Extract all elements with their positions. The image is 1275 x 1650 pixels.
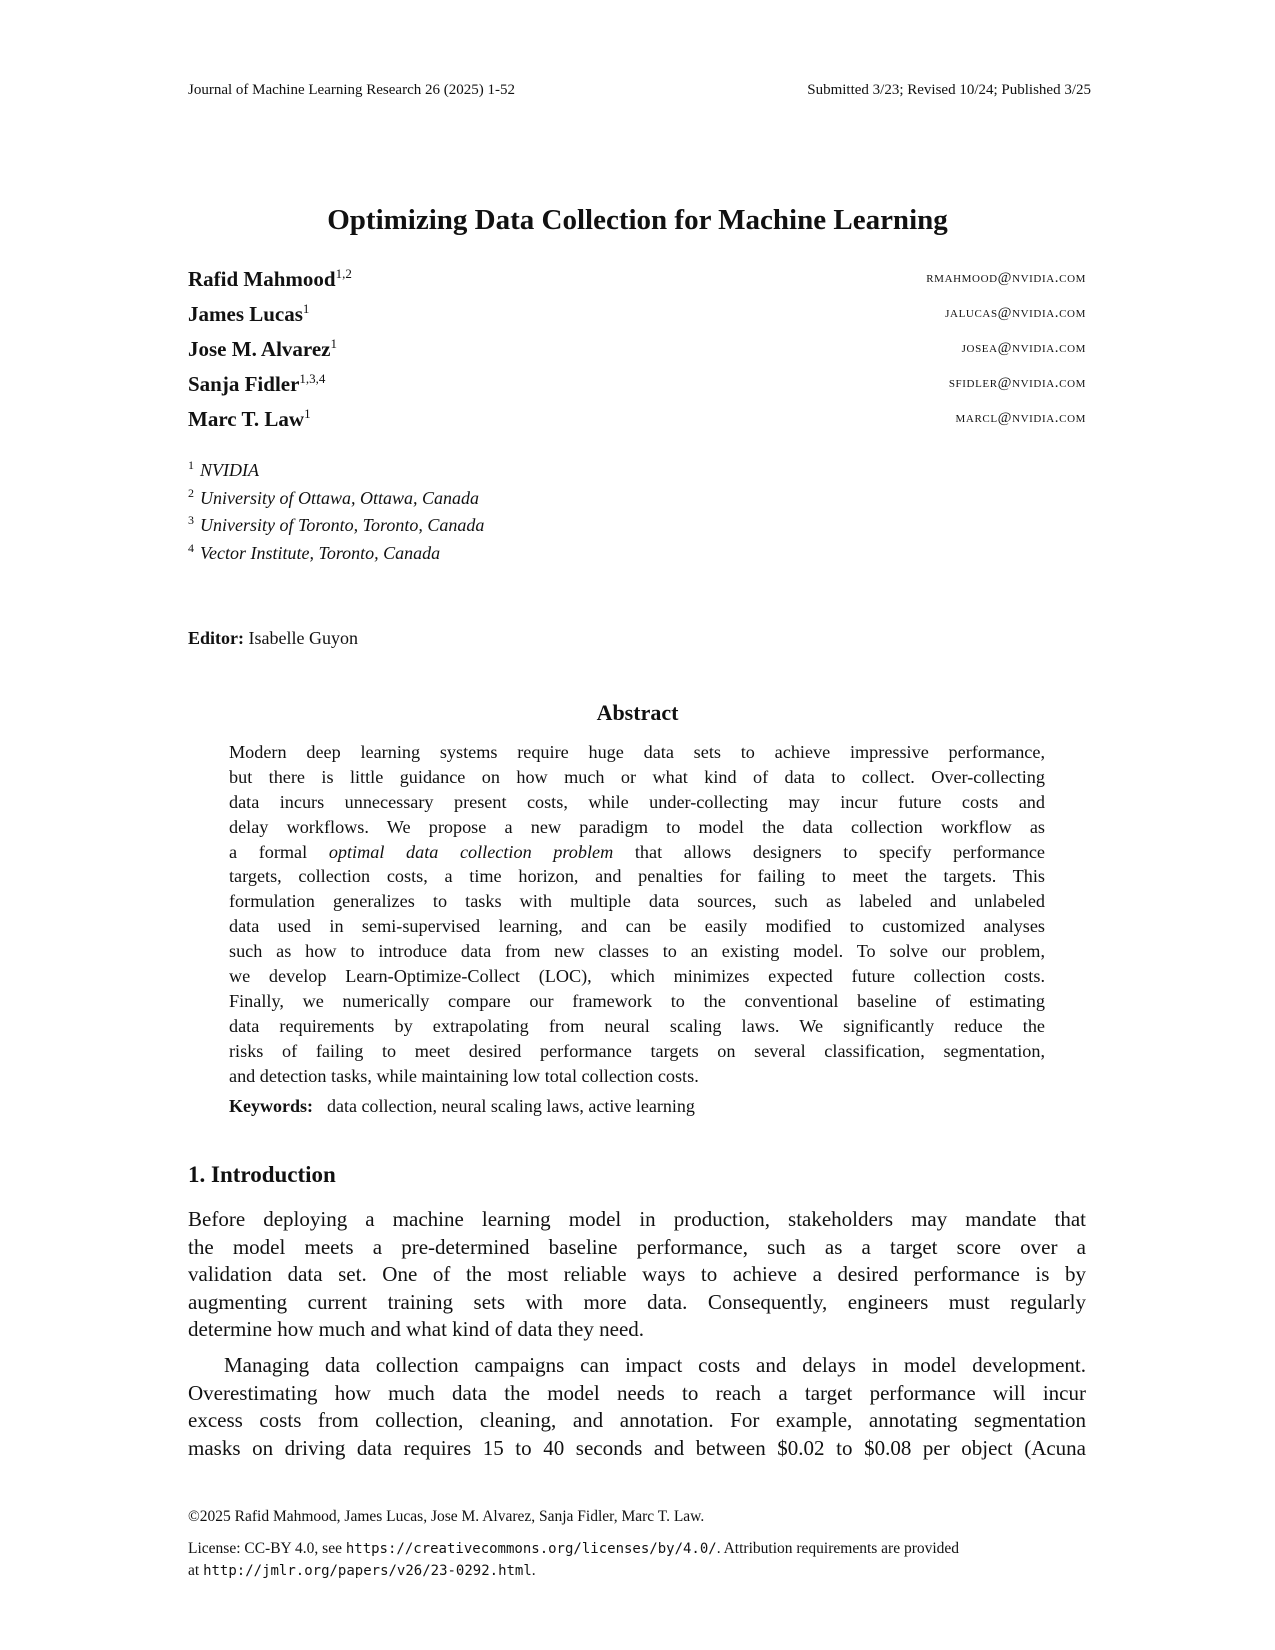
text-line: masks on driving data requires 15 to 40 seconds and between $0.02 to $0.08 per object (Acuna [188, 1435, 1086, 1460]
submission-dates: Submitted 3/23; Revised 10/24; Published 3/25 [807, 82, 1091, 98]
abstract-line: data used in semi-supervised learning, and can be easily modified to customized analyses [229, 916, 1045, 937]
text-line: validation data set. One of the most reliable ways to achieve a desired performance is by [188, 1262, 1086, 1287]
abstract-line: Modern deep learning systems require huge data sets to achieve impressive performance, [229, 742, 1045, 762]
abstract-line: data incurs unnecessary present costs, while under-collecting may incur future costs and [229, 791, 1045, 812]
affiliation: $^1$ NVIDIA [188, 458, 259, 480]
license-notice: License: CC-BY 4.0, see https://creativecommons.org/licenses/by/4.0/. Attribution requirements are provided at http://jmlr.org/papers/v26/23-0292.html. [188, 1540, 960, 1579]
affiliation: $^4$ Vector Institute, Toronto, Canada [188, 541, 441, 563]
author-row [188, 336, 1086, 366]
text-line: determine how much and what kind of data they need. [188, 1317, 645, 1342]
abstract-line: targets, collection costs, a time horizon, and penalties for failing to meet the targets. This [229, 866, 1045, 887]
author-name: Marc T. Law$^1$ [188, 406, 311, 431]
author-row [188, 266, 1086, 296]
keywords-line: Keywords: data collection, neural scaling laws, active learning [229, 1096, 695, 1116]
author-name: Jose M. Alvarez$^1$ [188, 336, 337, 361]
intro-paragraph-2 [188, 1352, 1086, 1462]
text-line: excess costs from collection, cleaning, and annotation. For example, annotating segmentation [188, 1408, 1086, 1433]
author-row [188, 406, 1086, 436]
abstract-line: formulation generalizes to tasks with multiple data sources, such as labeled and unlabeled [229, 891, 1045, 912]
text-line: Overestimating how much data the model needs to reach a target performance will incur [188, 1380, 1086, 1405]
paper-title: Optimizing Data Collection for Machine Learning [327, 204, 948, 236]
author-name: James Lucas$^1$ [188, 301, 310, 326]
license-link[interactable]: https://creativecommons.org/licenses/by/4.0/ [345, 1541, 717, 1557]
text-line: augmenting current training sets with more data. Consequently, engineers must regularly [188, 1289, 1086, 1314]
abstract-line: but there is little guidance on how much or what kind of data to collect. Over-collecting [229, 766, 1045, 787]
journal-header: Journal of Machine Learning Research 26 (2025) 1-52 [188, 82, 515, 98]
abstract-line: and detection tasks, while maintaining low total collection costs. [229, 1065, 699, 1086]
section-heading-introduction: 1. Introduction [188, 1162, 336, 1187]
author-name: Sanja Fidler$^{1,3,4}$ [188, 371, 326, 396]
affiliation: $^2$ University of Ottawa, Ottawa, Canada [188, 486, 479, 508]
text-line: Before deploying a machine learning model in production, stakeholders may mandate that [188, 1207, 1086, 1231]
abstract-line: risks of failing to meet desired performance targets on several classification, segmentation, [229, 1040, 1045, 1061]
abstract-line: delay workflows. We propose a new paradigm to model the data collection workflow as [229, 816, 1045, 837]
intro-paragraph-1 [188, 1206, 1086, 1344]
editor-line: Editor: Isabelle Guyon [188, 628, 358, 648]
author-email: marcl@nvidia.com [955, 410, 1086, 426]
abstract-line: such as how to introduce data from new classes to an existing model. To solve our problem, [229, 941, 1045, 962]
text-line: the model meets a pre-determined baseline performance, such as a target score over a [188, 1234, 1086, 1259]
author-row [188, 371, 1086, 401]
affiliation: $^3$ University of Toronto, Toronto, Canada [188, 513, 485, 535]
author-row [188, 301, 1086, 331]
abstract-line: we develop Learn-Optimize-Collect (LOC), which minimizes expected future collection costs. [229, 966, 1045, 987]
author-email: jalucas@nvidia.com [945, 305, 1086, 321]
text-line: Managing data collection campaigns can impact costs and delays in model development. [224, 1353, 1086, 1377]
abstract-line: a formal optimal data collection problem that allows designers to specify performance [229, 841, 1045, 862]
author-email: josea@nvidia.com [961, 340, 1086, 356]
author-name: Rafid Mahmood$^{1,2}$ [188, 266, 352, 291]
author-email: rmahmood@nvidia.com [926, 270, 1086, 286]
copyright-notice: ©2025 Rafid Mahmood, James Lucas, Jose M. Alvarez, Sanja Fidler, Marc T. Law. [188, 1508, 705, 1525]
author-email: sfidler@nvidia.com [948, 375, 1086, 391]
paper-link[interactable]: http://jmlr.org/papers/v26/23-0292.html [203, 1563, 532, 1579]
abstract-line: data requirements by extrapolating from neural scaling laws. We significantly reduce the [229, 1015, 1045, 1036]
abstract-line: Finally, we numerically compare our framework to the conventional baseline of estimating [229, 990, 1045, 1011]
abstract-body [229, 740, 1045, 1088]
abstract-heading: Abstract [596, 700, 679, 725]
